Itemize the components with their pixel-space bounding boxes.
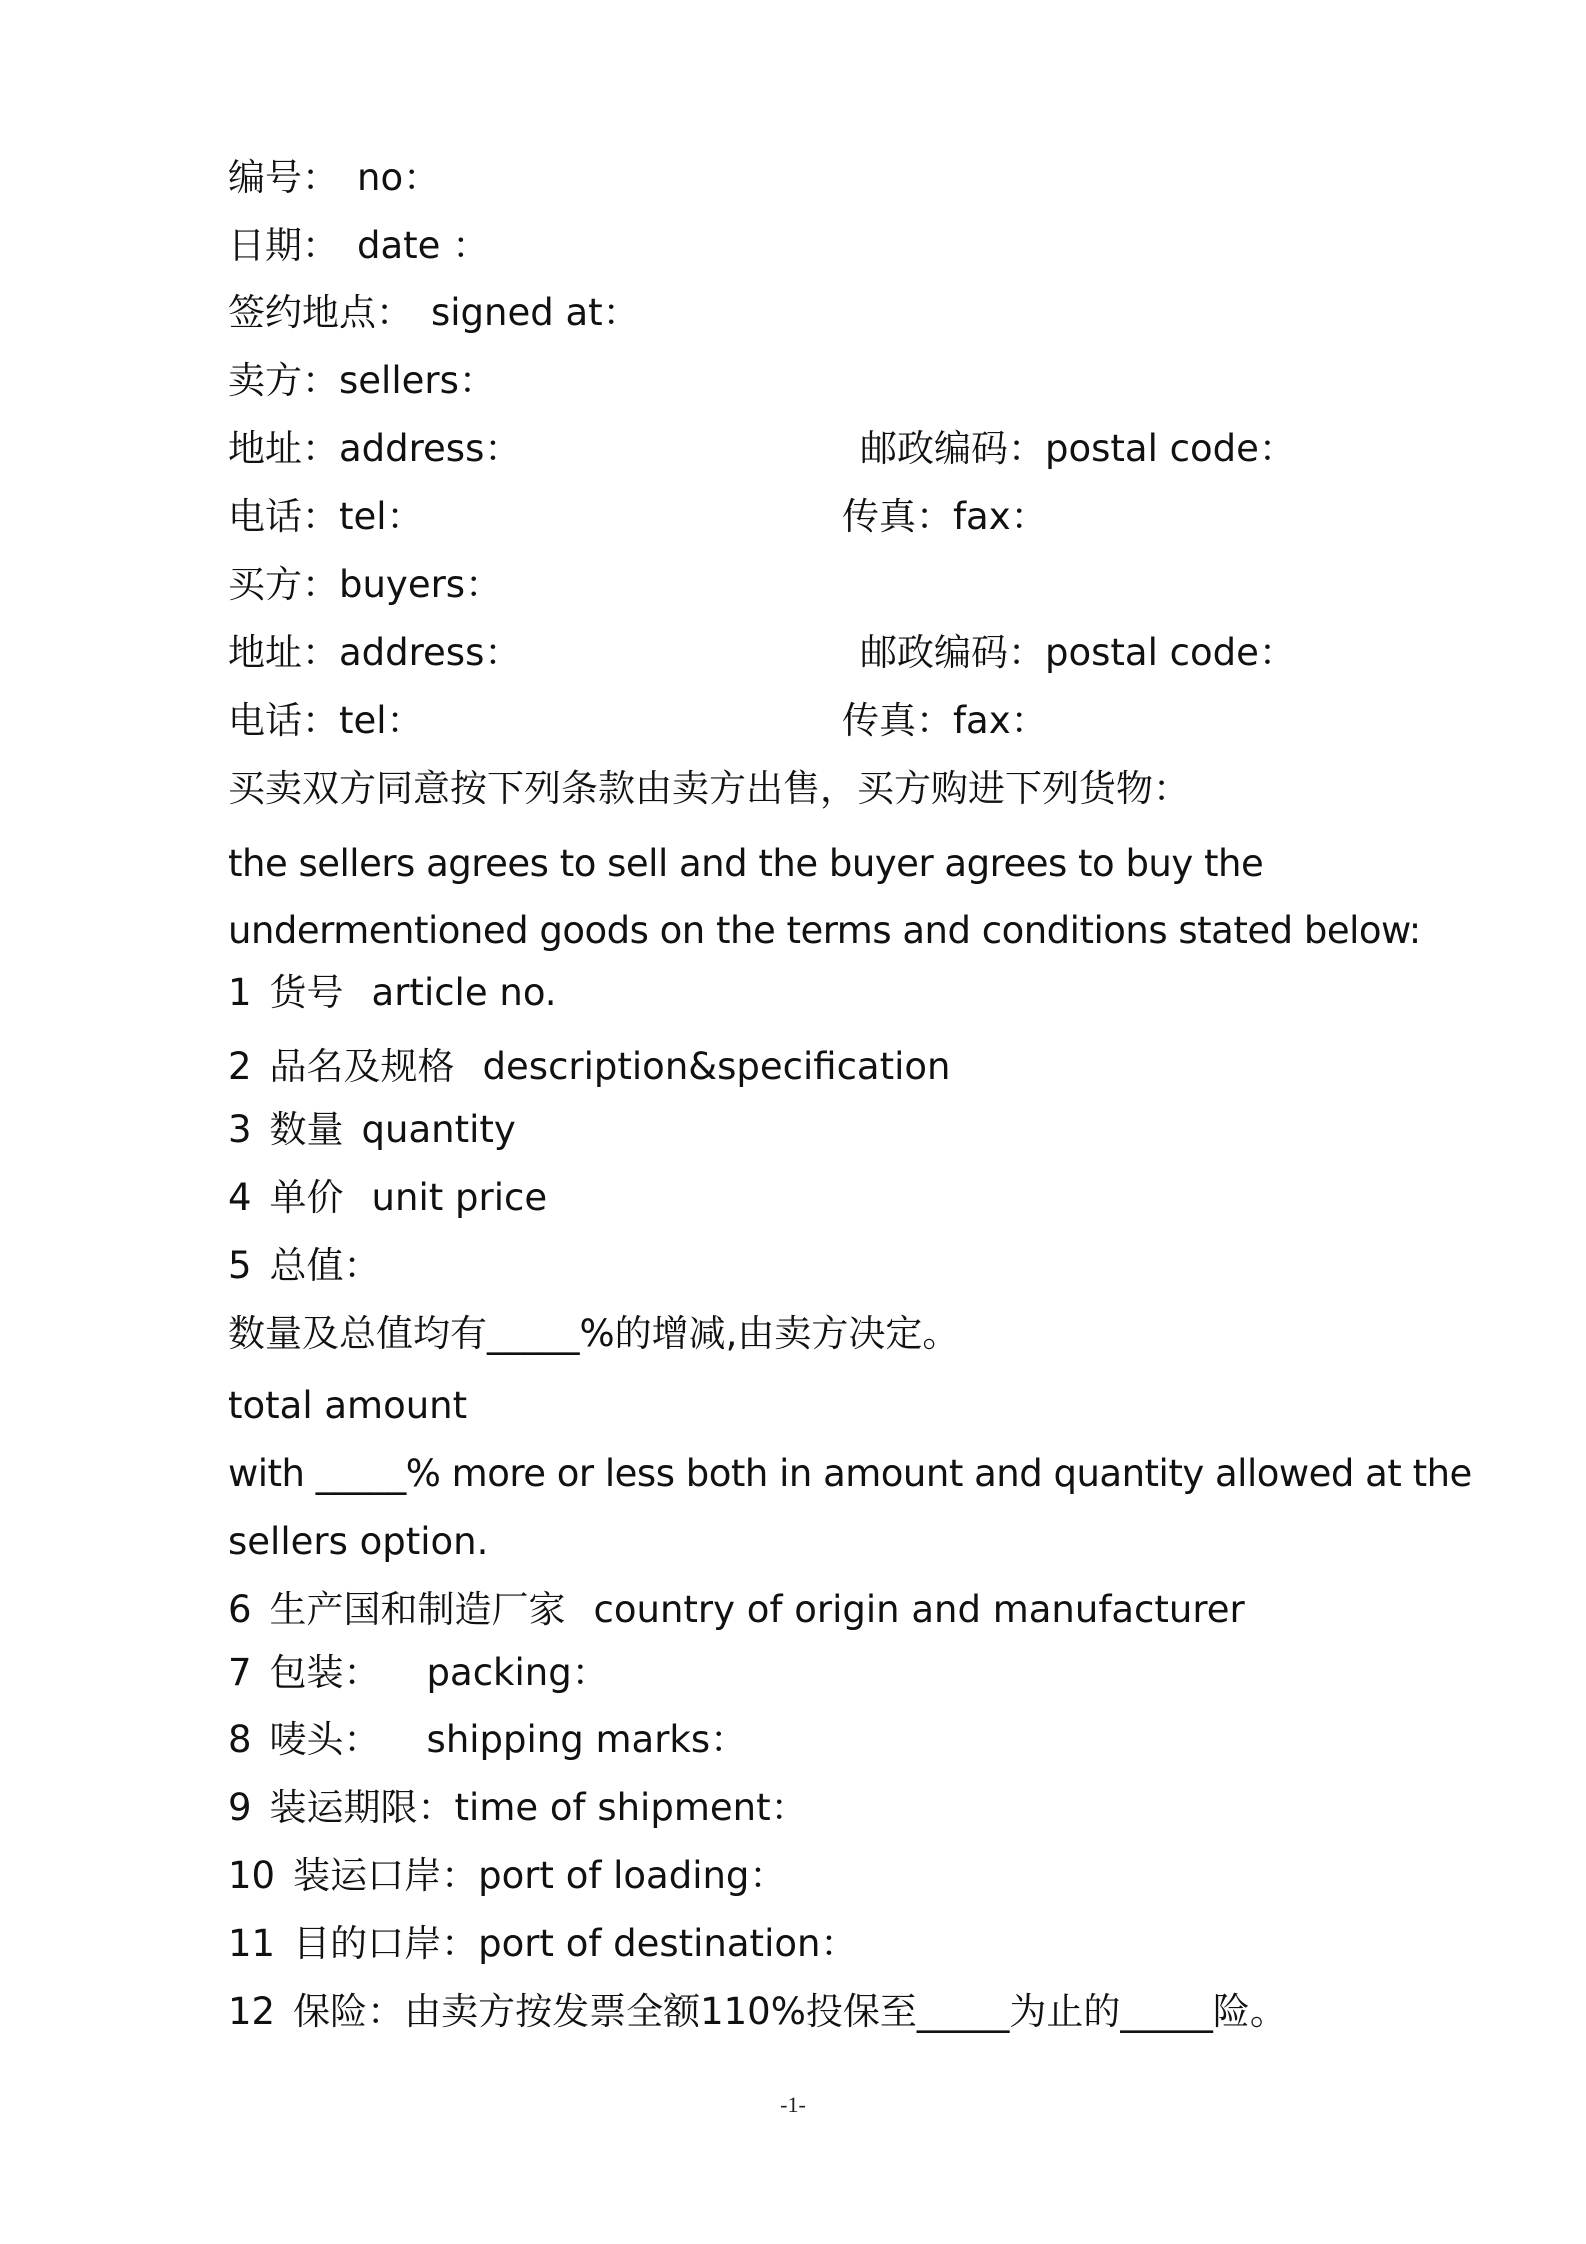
item-12-number: 12 (228, 1990, 276, 2033)
item-4-cn: 单价 (269, 1176, 344, 1219)
item-5-en-line1: with _____% more or less both in amount and quantity allowed at the (228, 1452, 1472, 1495)
buyers-tel: 电话：tel： (228, 699, 424, 742)
item-6 (228, 1588, 1245, 1632)
item-5-en-line2: sellers option. (228, 1520, 489, 1563)
sellers-fax: 传真：fax： (842, 495, 1048, 538)
item-12 (228, 1990, 1287, 2034)
item-5-en-title: total amount (228, 1384, 468, 1427)
item-3-number: 3 (228, 1108, 252, 1151)
sellers-tel: 电话：tel： (228, 495, 424, 538)
item-3 (228, 1108, 516, 1152)
item-4 (228, 1176, 547, 1220)
item-4-number: 4 (228, 1176, 252, 1219)
buyers-label: 买方：buyers： (228, 563, 503, 606)
field-no (228, 156, 440, 200)
field-no-cn: 编号： (228, 156, 339, 199)
item-2-en: description&specification (482, 1045, 951, 1088)
page-number: -1- (780, 2092, 806, 2117)
item-5 (228, 1244, 381, 1288)
item-9 (228, 1786, 808, 1830)
item-8-cn: 唛头： (269, 1718, 381, 1761)
agreement-en-line1: the sellers agrees to sell and the buyer agrees to buy the (228, 842, 1264, 885)
item-11-text: 目的口岸：port of destination： (293, 1922, 858, 1965)
field-date-en: date ： (357, 224, 490, 267)
item-5-number: 5 (228, 1244, 252, 1287)
agreement-cn: 买卖双方同意按下列条款由卖方出售，买方购进下列货物： (228, 767, 1190, 810)
item-7-cn: 包装： (269, 1651, 381, 1694)
field-date-cn: 日期： (228, 224, 339, 267)
field-signed-at-en: signed at： (431, 291, 640, 334)
item-3-en: quantity (361, 1108, 516, 1151)
buyers-address: 地址：address： (228, 631, 522, 674)
item-1 (228, 971, 557, 1015)
buyers-postal-code: 邮政编码：postal code： (860, 631, 1296, 674)
item-7 (228, 1651, 609, 1695)
field-signed-at-cn: 签约地点： (228, 291, 413, 334)
item-2 (228, 1045, 950, 1089)
item-1-number: 1 (228, 971, 252, 1014)
item-6-cn: 生产国和制造厂家 (269, 1588, 566, 1631)
item-8 (228, 1718, 747, 1762)
item-10-text: 装运口岸：port of loading： (293, 1854, 787, 1897)
item-7-en: packing： (426, 1651, 609, 1694)
item-5-cn: 总值： (269, 1244, 381, 1287)
item-2-number: 2 (228, 1045, 252, 1088)
item-10 (228, 1854, 786, 1898)
item-6-number: 6 (228, 1588, 252, 1631)
field-signed-at (228, 291, 640, 335)
item-9-text: 装运期限：time of shipment： (269, 1786, 808, 1829)
item-6-en: country of origin and manufacturer (593, 1588, 1245, 1631)
sellers-address: 地址：address： (228, 427, 522, 470)
field-date (228, 224, 489, 268)
item-3-cn: 数量 (269, 1108, 344, 1151)
item-8-en: shipping marks： (426, 1718, 748, 1761)
item-11 (228, 1922, 857, 1966)
item-2-cn: 品名及规格 (269, 1045, 455, 1088)
field-no-en: no： (357, 156, 441, 199)
item-12-text: 保险：由卖方按发票全额110%投保至_____为止的_____险。 (293, 1990, 1287, 2033)
sellers-postal-code: 邮政编码：postal code： (860, 427, 1296, 470)
buyers-fax: 传真：fax： (842, 699, 1048, 742)
item-5-note-cn: 数量及总值均有_____%的增减,由卖方决定。 (228, 1312, 960, 1355)
item-7-number: 7 (228, 1651, 252, 1694)
item-9-number: 9 (228, 1786, 252, 1829)
item-11-number: 11 (228, 1922, 276, 1965)
agreement-en-line2: undermentioned goods on the terms and conditions stated below: (228, 909, 1421, 952)
item-1-cn: 货号 (269, 971, 344, 1014)
item-10-number: 10 (228, 1854, 276, 1897)
sellers-label: 卖方：sellers： (228, 359, 496, 402)
item-1-en: article no. (371, 971, 557, 1014)
item-4-en: unit price (371, 1176, 548, 1219)
item-8-number: 8 (228, 1718, 252, 1761)
